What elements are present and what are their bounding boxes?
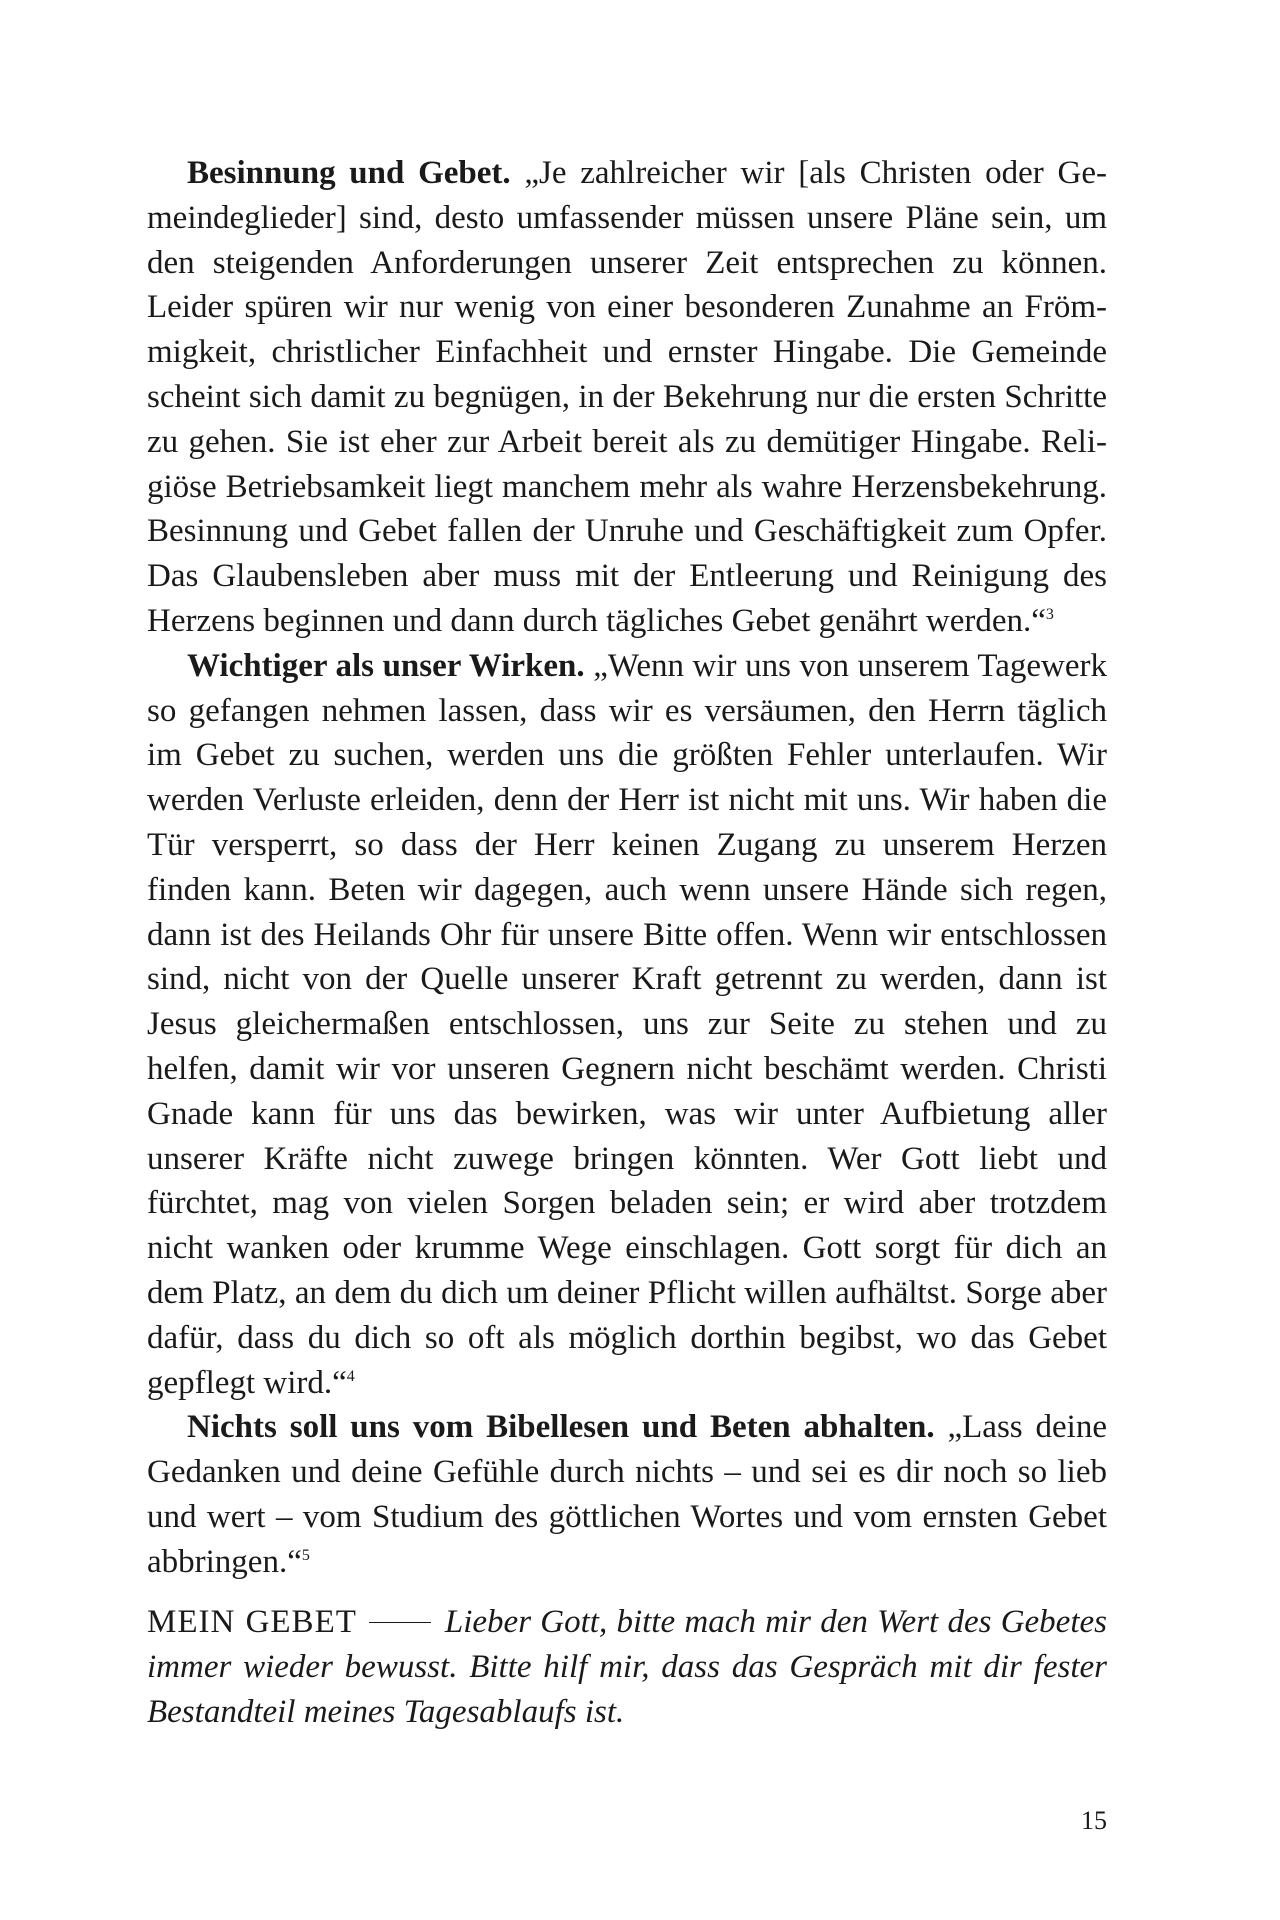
footnote-marker: 5 <box>301 1546 310 1564</box>
prayer-label: MEIN GEBET <box>147 1604 357 1640</box>
paragraph-heading: Besinnung und Gebet. <box>187 155 511 191</box>
paragraph-heading: Wichtiger als unser Wirken. <box>187 647 585 684</box>
paragraph-text: „Wenn wir uns von unserem Tagewerk so gefangen nehmen lassen, dass wir es versäumen, den Herrn täglich im Gebet zu suchen, werden uns die größten Fehler unterlaufen. Wir werden Verluste erleiden, denn der Herr ist nicht mit uns. Wir haben die Tür versperrt, so dass der Herr keinen Zugang zu unserem Herzen finden kann. Beten wir dagegen, auch wenn unsere Hände sich regen, dann ist des Heilands Ohr für unsere Bitte offen. Wenn wir entschlossen sind, nicht von der Quelle unserer Kraft getrennt zu werden, dann ist Jesus gleichermaßen entschlossen, uns zur Seite zu stehen und zu helfen, damit wir vor unseren Gegnern nicht beschämt werden. Christi Gnade kann für uns das bewirken, was wir unter Aufbietung aller unserer Kräfte nicht zuwege bringen könnten. Wer Gott liebt und fürchtet, mag von vielen Sorgen beladen sein; er wird aber trotzdem nicht wanken oder krumme Wege einschlagen. Gott sorgt für dich an dem Platz, an dem du dich um deiner Pflicht willen aufhältst. Sorge aber dafür, dass du dich so oft als möglich dorthin begibst, wo das Gebet gepflegt wird.“ <box>147 647 1107 1401</box>
paragraph-besinnung <box>147 151 1107 644</box>
paragraph-wichtiger <box>147 644 1107 1406</box>
paragraph-nichts <box>147 1405 1107 1584</box>
paragraph-text: „Lass deine Gedanken und deine Gefühle durch nichts – und sei es dir noch so lieb und wert – vom Studium des göttlichen Wortes und vom ernsten Gebet abbringen.“ <box>147 1409 1107 1580</box>
prayer-section <box>147 1600 1107 1734</box>
dash-rule <box>369 1622 431 1623</box>
footnote-marker: 3 <box>1045 605 1054 623</box>
prayer-text: Lieber Gott, bitte mach mir den Wert des Gebetes immer wieder bewusst. Bitte hilf mir, dass das Gespräch mit dir fester Bestandteil meines Tagesablaufs ist. <box>147 1604 1107 1730</box>
paragraph-heading: Nichts soll uns vom Bibellesen und Beten abhalten. <box>187 1409 935 1446</box>
body-text <box>147 151 1107 1585</box>
paragraph-text: „Je zahlreicher wir [als Christen oder Gemeindeglieder] sind, desto umfassender müssen unsere Pläne sein, um den steigenden Anforderungen unserer Zeit entsprechen zu können. Leider spüren wir nur wenig von einer besonderen Zunahme an Frömmigkeit, christlicher Einfachheit und ernster Hingabe. Die Gemeinde scheint sich damit zu begnügen, in der Bekehrung nur die ersten Schritte zu gehen. Sie ist eher zur Arbeit bereit als zu demütiger Hingabe. Religiöse Betriebsamkeit liegt manchem mehr als wahre Herzensbekehrung. Besinnung und Gebet fallen der Unruhe und Geschäftigkeit zum Opfer. Das Glaubensleben aber muss mit der Entleerung und Reinigung des Herzens beginnen und dann durch tägliches Gebet genährt werden.“ <box>147 155 1107 639</box>
page-number: 15 <box>1081 1806 1107 1835</box>
footnote-marker: 4 <box>346 1367 355 1385</box>
